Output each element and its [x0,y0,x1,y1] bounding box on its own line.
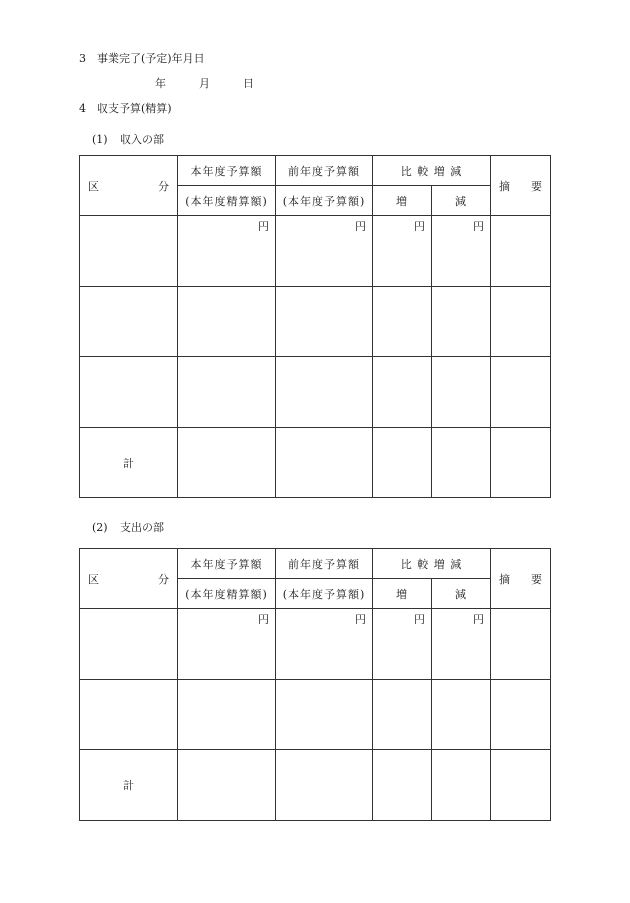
table-row [80,680,551,750]
section-4-heading [79,100,172,116]
previous-budget-cell[interactable] [276,357,373,428]
previous-note-header: (本年度予算額) [276,579,373,609]
decrease-cell[interactable] [432,680,491,750]
category-cell[interactable] [80,287,178,357]
increase-header: 増 [373,579,432,609]
previous-budget-cell[interactable] [276,287,373,357]
current-budget-cell[interactable]: 円 [178,216,276,287]
current-budget-header: 本年度予算額 [178,156,276,186]
day-label: 日 [243,77,254,90]
category-cell[interactable] [80,680,178,750]
current-budget-cell[interactable] [178,287,276,357]
increase-header: 増 [373,186,432,216]
income-heading [92,131,164,147]
header-row [80,549,551,579]
summary-cell[interactable] [491,216,551,287]
previous-budget-cell[interactable]: 円 [276,216,373,287]
summary-label-2: 要 [531,572,542,586]
category-label-1: 区 [88,179,99,193]
section-title: 事業完了(予定)年月日 [97,52,205,65]
table-row [80,609,551,680]
decrease-cell[interactable]: 円 [432,609,491,680]
total-label: 計 [80,428,178,498]
subsection-title: 収入の部 [120,133,164,146]
total-row [80,750,551,821]
previous-budget-cell[interactable] [276,750,373,821]
increase-cell[interactable] [373,357,432,428]
decrease-header: 減 [432,186,491,216]
category-cell[interactable] [80,609,178,680]
expense-table [79,548,551,821]
summary-cell[interactable] [491,609,551,680]
summary-cell[interactable] [491,287,551,357]
previous-budget-cell[interactable] [276,428,373,498]
summary-label-1: 摘 [499,179,510,193]
category-cell[interactable] [80,357,178,428]
previous-note-header: (本年度予算額) [276,186,373,216]
current-budget-cell[interactable] [178,680,276,750]
category-cell[interactable] [80,216,178,287]
date-line [155,75,254,91]
current-settlement-header: (本年度精算額) [178,186,276,216]
comparison-header: 比 較 増 減 [373,549,491,579]
month-label: 月 [199,77,210,90]
comparison-header: 比 較 増 減 [373,156,491,186]
current-settlement-header: (本年度精算額) [178,579,276,609]
total-label: 計 [80,750,178,821]
increase-cell[interactable]: 円 [373,609,432,680]
summary-header [491,549,551,609]
previous-budget-cell[interactable]: 円 [276,609,373,680]
subsection-title: 支出の部 [120,521,164,534]
section-title: 収支予算(精算) [97,102,172,115]
category-label-2: 分 [158,179,169,193]
current-budget-header: 本年度予算額 [178,549,276,579]
decrease-cell[interactable] [432,428,491,498]
summary-cell[interactable] [491,680,551,750]
summary-label-1: 摘 [499,572,510,586]
category-label-2: 分 [158,572,169,586]
current-budget-cell[interactable] [178,357,276,428]
summary-label-2: 要 [531,179,542,193]
total-row [80,428,551,498]
subsection-number: (1) [92,133,108,146]
decrease-cell[interactable] [432,287,491,357]
increase-cell[interactable] [373,428,432,498]
decrease-cell[interactable] [432,750,491,821]
increase-cell[interactable] [373,287,432,357]
previous-budget-cell[interactable] [276,680,373,750]
summary-cell[interactable] [491,428,551,498]
year-label: 年 [155,77,166,90]
increase-cell[interactable] [373,680,432,750]
current-budget-cell[interactable] [178,428,276,498]
subsection-number: (2) [92,521,108,534]
section-3-heading [79,50,205,66]
header-row [80,156,551,186]
decrease-cell[interactable] [432,357,491,428]
table-row [80,216,551,287]
previous-budget-header: 前年度予算額 [276,156,373,186]
expense-heading [92,519,164,535]
table-row [80,287,551,357]
category-header [80,156,178,216]
previous-budget-header: 前年度予算額 [276,549,373,579]
section-number: 4 [79,102,86,115]
summary-cell[interactable] [491,357,551,428]
increase-cell[interactable]: 円 [373,216,432,287]
category-label-1: 区 [88,572,99,586]
category-header [80,549,178,609]
decrease-cell[interactable]: 円 [432,216,491,287]
current-budget-cell[interactable]: 円 [178,609,276,680]
summary-cell[interactable] [491,750,551,821]
summary-header [491,156,551,216]
increase-cell[interactable] [373,750,432,821]
income-table [79,155,551,498]
section-number: 3 [79,52,86,65]
decrease-header: 減 [432,579,491,609]
current-budget-cell[interactable] [178,750,276,821]
table-row [80,357,551,428]
